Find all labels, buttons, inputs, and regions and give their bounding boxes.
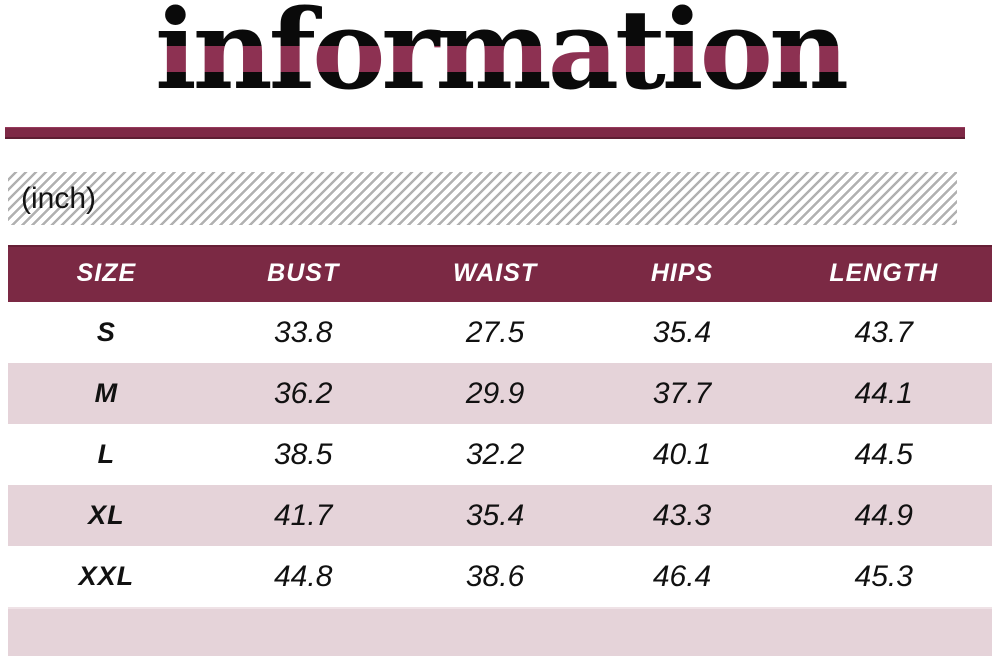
table-footer-band [8,607,992,656]
cell-xl-bust: 41.7 [274,498,333,532]
size-chart-table [8,245,992,607]
cell-l-hips: 40.1 [652,437,712,471]
table-row-s [8,302,992,363]
unit-band [8,172,957,225]
row-label-xl: XL [88,500,125,530]
cell-xxl-bust: 44.8 [274,559,333,593]
cell-xxl-length: 45.3 [854,559,913,593]
cell-s-hips: 35.4 [652,315,712,349]
cell-xl-waist: 35.4 [465,498,525,532]
cell-l-waist: 32.2 [465,437,525,471]
cell-l-bust: 38.5 [274,437,333,471]
row-label-l: L [97,439,116,469]
cell-m-length: 44.1 [854,376,913,410]
header-row [8,245,992,302]
row-label-m: M [94,378,119,408]
cell-xxl-waist: 38.6 [465,559,525,593]
column-header-hips: HIPS [589,245,776,302]
column-header-waist: WAIST [402,245,589,302]
cell-s-length: 43.7 [854,315,913,349]
table-row-xl [8,485,992,546]
row-label-s: S [96,317,116,347]
cell-s-bust: 33.8 [274,315,333,349]
column-header-bust: BUST [205,245,402,302]
cell-l-length: 44.5 [854,437,913,471]
cell-xl-length: 44.9 [854,498,913,532]
column-header-length: LENGTH [776,245,993,302]
column-header-size: SIZE [8,245,205,302]
cell-xl-hips: 43.3 [652,498,712,532]
cell-s-waist: 27.5 [465,315,525,349]
cell-m-bust: 36.2 [274,376,333,410]
cell-m-hips: 37.7 [652,376,712,410]
row-label-xxl: XXL [78,561,135,591]
table-row-l [8,424,992,485]
unit-label: (inch) [21,182,97,215]
cell-m-waist: 29.9 [465,376,525,410]
table-row-m [8,363,992,424]
cell-xxl-hips: 46.4 [652,559,712,593]
title-divider [5,127,965,139]
table-row-xxl [8,546,992,607]
page-title: information [0,0,1000,100]
